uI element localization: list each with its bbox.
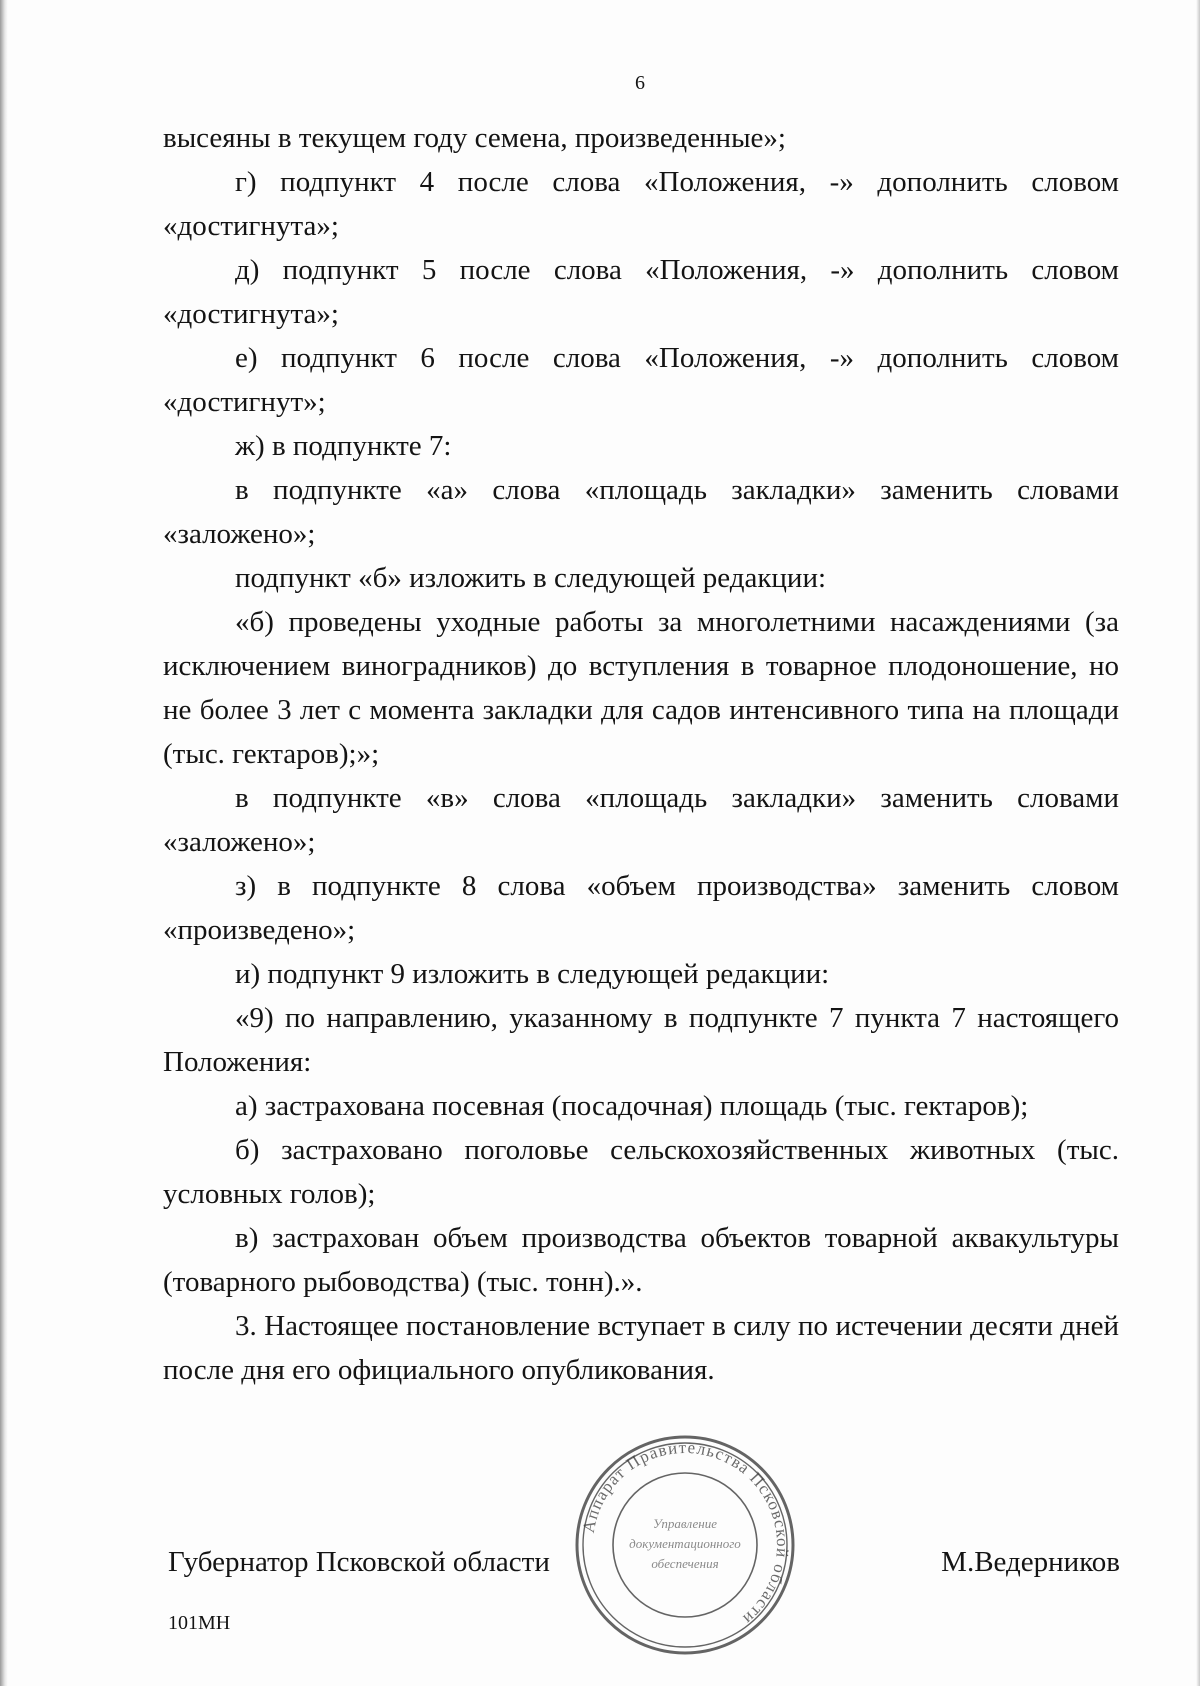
seal-inner-line-3: обеспечения xyxy=(651,1556,719,1571)
paragraph-subitem-a: в подпункте «а» слова «площадь закладки» заменить словами «заложено»; xyxy=(163,474,1119,550)
paragraph-point-3: 3. Настоящее постановление вступает в силу по истечении десяти дней после дня его официального опубликования. xyxy=(163,1310,1119,1386)
paragraph-item-g: г) подпункт 4 после слова «Положения, -» дополнить словом «достигнута»; xyxy=(163,166,1119,242)
paragraph-item-e: е) подпункт 6 после слова «Положения, -» дополнить словом «достигнут»; xyxy=(163,342,1119,418)
seal-inner-line-1: Управление xyxy=(652,1516,718,1531)
scan-edge-left xyxy=(0,0,8,1686)
signatory-position: Губернатор Псковской области xyxy=(168,1546,550,1578)
paragraph-item-9b: б) застраховано поголовье сельскохозяйственных животных (тыс. условных голов); xyxy=(163,1134,1119,1210)
scan-edge-right xyxy=(1196,0,1200,1686)
official-seal-stamp xyxy=(572,1432,798,1658)
paragraph-item-z: з) в подпункте 8 слова «объем производства» заменить словом «произведено»; xyxy=(163,870,1119,946)
page-number: 6 xyxy=(635,72,645,94)
paragraph-item-9a: а) застрахована посевная (посадочная) площадь (тыс. гектаров); xyxy=(235,1090,1029,1122)
document-code: 101МН xyxy=(168,1612,231,1634)
paragraph-subitem-v: в подпункте «в» слова «площадь закладки» заменить словами «заложено»; xyxy=(163,782,1119,858)
seal-outer-text: Аппарат Правительства Псковской области xyxy=(578,1437,793,1630)
paragraph-item-d: д) подпункт 5 после слова «Положения, -» дополнить словом «достигнута»; xyxy=(163,254,1119,330)
paragraph-subitem-b-text: «б) проведены уходные работы за многолетними насаждениями (за исключением виноградников) до вступления в товарное плодоношение, но не более 3 лет с момента закладки для садов интенсивного типа на площади (тыс. гектаров);»; xyxy=(163,606,1119,770)
paragraph-item-i: и) подпункт 9 изложить в следующей редакции: xyxy=(235,958,830,990)
paragraph-continuation: высеяны в текущем году семена, произведенные»; xyxy=(163,122,786,154)
paragraph-item-9v: в) застрахован объем производства объектов товарной аквакультуры (товарного рыбоводства) (тыс. тонн).». xyxy=(163,1222,1119,1298)
paragraph-item-9: «9) по направлению, указанному в подпункте 7 пункта 7 настоящего Положения: xyxy=(163,1002,1119,1078)
signatory-name: М.Ведерников xyxy=(941,1546,1120,1578)
paragraph-item-zh: ж) в подпункте 7: xyxy=(235,430,452,462)
document-body xyxy=(163,116,1119,1392)
seal-inner-line-2: документационного xyxy=(629,1536,741,1551)
paragraph-subitem-b-intro: подпункт «б» изложить в следующей редакции: xyxy=(235,562,827,594)
